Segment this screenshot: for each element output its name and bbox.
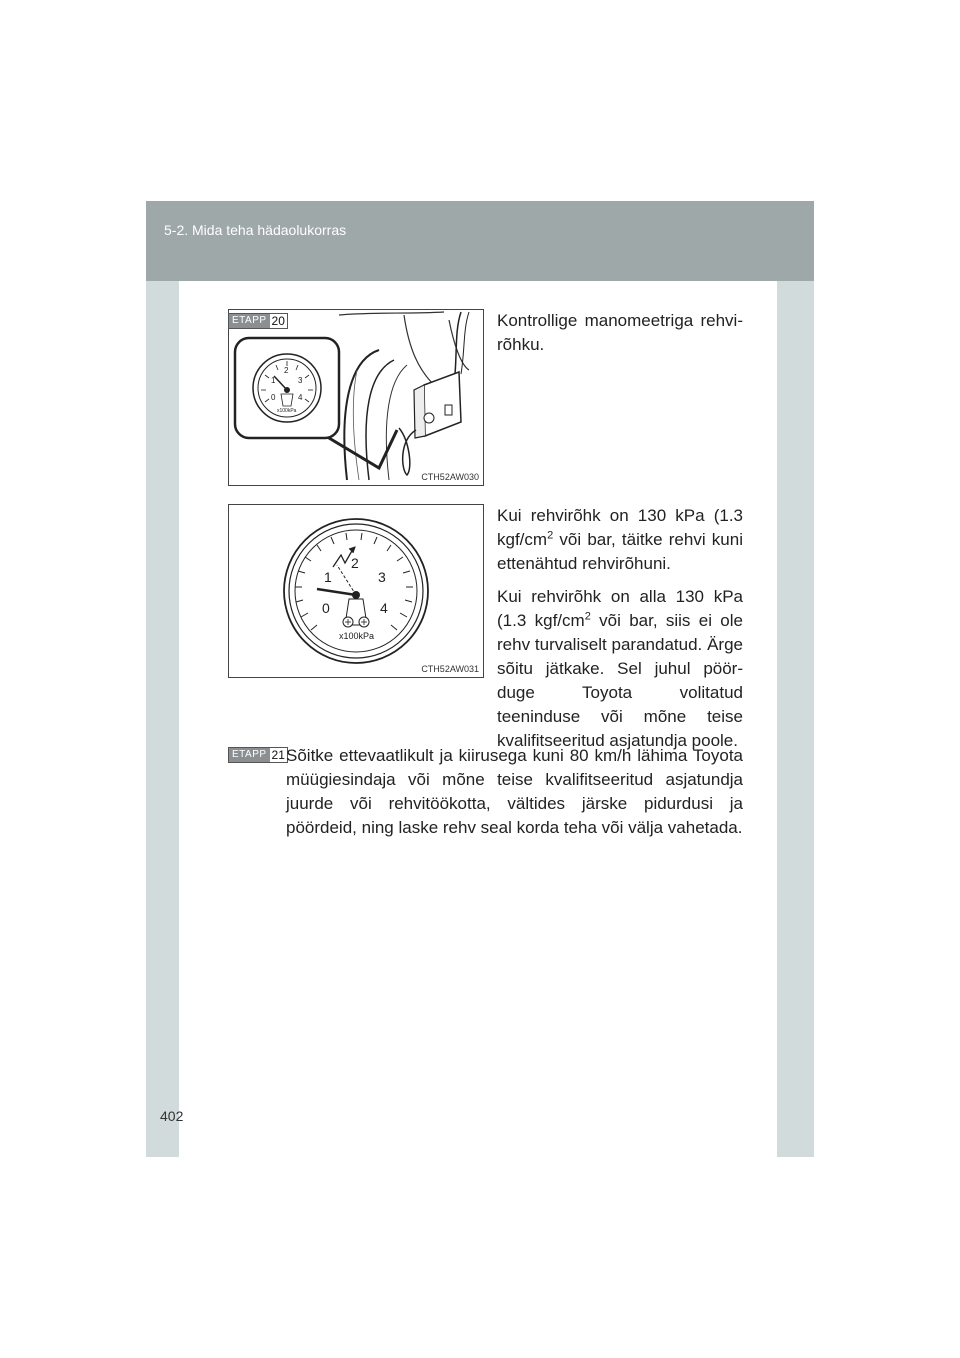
paragraph-pressure-ok [497, 504, 743, 576]
step-number: 20 [271, 314, 285, 328]
gauge-label-4: 4 [380, 600, 388, 616]
figure-code: CTH52AW030 [421, 472, 479, 482]
small-gauge-unit: x100kPa [277, 408, 297, 414]
step-word: ETAPP [229, 314, 270, 328]
para2-text-a: Kui rehvirõhk on alla 130 kPa (1.3 kgf/cm [497, 587, 743, 630]
chapter-title: 5-2. Mida teha hädaolukorras [164, 222, 347, 238]
gauge-label-0: 0 [322, 600, 330, 616]
figure-pressure-gauge [228, 504, 484, 678]
step20-text: Kontrollige manomeetriga rehvi-rõhku. [497, 311, 743, 354]
gauge-label-3: 3 [378, 569, 386, 585]
gauge-label-1: 1 [324, 569, 332, 585]
small-gauge-label-2: 2 [284, 366, 289, 375]
left-margin-strip [146, 281, 179, 1157]
step21-text: Sõitke ettevaatlikult ja kiirusega kuni 80 km/h lähima Toyota müügiesindaja või mõne teise kvalifitseeritud asjatundja juurde või rehvitöökotta, vältides järske pidurdusi ja pöördeid, ning laske rehv seal korda teha või välja vahetada. [286, 746, 743, 837]
step20-text-block [497, 309, 743, 366]
step21-text-block [286, 744, 743, 849]
right-margin-strip [777, 281, 814, 1157]
small-gauge-label-3: 3 [298, 376, 303, 385]
para2-superscript: 2 [584, 610, 591, 623]
gauge-illustration [229, 505, 484, 678]
figure-code: CTH52AW031 [421, 664, 479, 674]
para1-text-b: või bar, täitke rehvi kuni ettenähtud rehvirõhuni. [497, 530, 743, 573]
small-gauge-label-4: 4 [298, 393, 303, 402]
step-word: ETAPP [229, 748, 270, 762]
chapter-header [146, 201, 814, 281]
step-number: 21 [271, 748, 285, 762]
step-badge-20 [228, 313, 288, 329]
paragraph-pressure-low [497, 585, 743, 753]
figure-check-pressure [228, 309, 484, 486]
gauge-unit: x100kPa [339, 631, 375, 641]
gauge-label-2: 2 [351, 555, 359, 571]
step-badge-21 [228, 747, 288, 763]
para1-text-a: Kui rehvirõhk on 130 kPa (1.3 kgf/cm [497, 506, 743, 549]
para1-superscript: 2 [547, 529, 554, 542]
compressor-illustration [229, 310, 484, 486]
page-number: 402 [160, 1108, 184, 1124]
para2-text-b: või bar, siis ei ole rehv turvaliselt parandatud. Ärge sõitu jätkake. Sel juhul pöör-duge Toyota volitatud teeninduse või mõne teise kvalifitseeritud asjatundja poole. [497, 611, 743, 750]
pressure-info-block [497, 504, 743, 762]
small-gauge-label-1: 1 [271, 376, 276, 385]
small-gauge-label-0: 0 [271, 393, 276, 402]
